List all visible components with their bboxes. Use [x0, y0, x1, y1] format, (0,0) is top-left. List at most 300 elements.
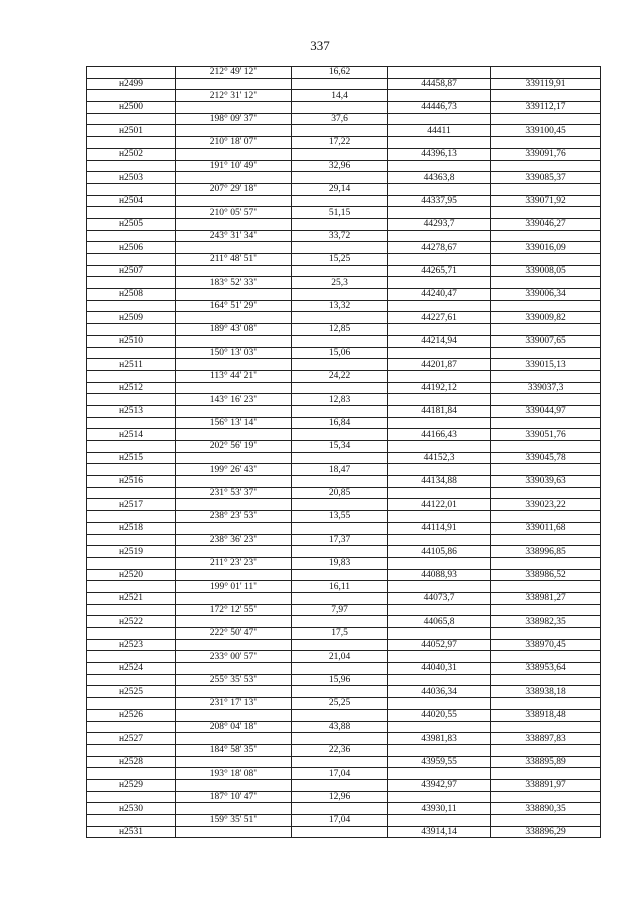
point-row — [87, 709, 601, 721]
coordinates-table-body — [87, 67, 601, 838]
point-row — [87, 312, 601, 324]
y-cell — [491, 768, 601, 780]
x-cell: 44065,8 — [388, 616, 491, 628]
y-cell — [491, 300, 601, 312]
angle-row — [87, 394, 601, 406]
x-cell — [388, 511, 491, 523]
angle-cell — [176, 359, 292, 371]
angle-row — [87, 698, 601, 710]
point-row — [87, 522, 601, 534]
angle-row — [87, 464, 601, 476]
point-cell — [87, 721, 176, 733]
x-cell — [388, 487, 491, 499]
length-cell: 15,96 — [292, 674, 388, 686]
angle-cell: 156° 13' 14" — [176, 417, 292, 429]
x-cell — [388, 768, 491, 780]
point-cell — [87, 651, 176, 663]
point-cell: н2513 — [87, 405, 176, 417]
x-cell: 43942,97 — [388, 779, 491, 791]
y-cell — [491, 557, 601, 569]
point-row — [87, 382, 601, 394]
y-cell — [491, 67, 601, 79]
point-row — [87, 265, 601, 277]
length-cell — [292, 803, 388, 815]
length-cell — [292, 125, 388, 137]
point-cell: н2516 — [87, 476, 176, 488]
point-cell — [87, 300, 176, 312]
y-cell: 338890,35 — [491, 803, 601, 815]
angle-cell: 198° 09' 37" — [176, 113, 292, 125]
x-cell: 44052,97 — [388, 639, 491, 651]
x-cell — [388, 628, 491, 640]
angle-cell — [176, 405, 292, 417]
length-cell — [292, 779, 388, 791]
y-cell — [491, 487, 601, 499]
length-cell: 25,3 — [292, 277, 388, 289]
y-cell: 339011,68 — [491, 522, 601, 534]
point-cell: н2528 — [87, 756, 176, 768]
length-cell — [292, 429, 388, 441]
y-cell — [491, 581, 601, 593]
x-cell: 43930,11 — [388, 803, 491, 815]
point-row — [87, 569, 601, 581]
length-cell — [292, 709, 388, 721]
angle-row — [87, 370, 601, 382]
length-cell — [292, 499, 388, 511]
coordinates-table — [86, 66, 601, 838]
point-row — [87, 803, 601, 815]
x-cell: 44265,71 — [388, 265, 491, 277]
angle-row — [87, 744, 601, 756]
y-cell — [491, 674, 601, 686]
x-cell: 44201,87 — [388, 359, 491, 371]
length-cell: 18,47 — [292, 464, 388, 476]
length-cell: 17,5 — [292, 628, 388, 640]
x-cell — [388, 441, 491, 453]
y-cell: 339051,76 — [491, 429, 601, 441]
angle-row — [87, 674, 601, 686]
angle-cell — [176, 148, 292, 160]
length-cell — [292, 639, 388, 651]
point-cell: н2529 — [87, 779, 176, 791]
length-cell — [292, 265, 388, 277]
point-cell — [87, 557, 176, 569]
angle-cell — [176, 382, 292, 394]
x-cell — [388, 370, 491, 382]
x-cell — [388, 137, 491, 149]
y-cell — [491, 534, 601, 546]
y-cell: 338918,48 — [491, 709, 601, 721]
x-cell — [388, 394, 491, 406]
point-cell — [87, 207, 176, 219]
x-cell: 44020,55 — [388, 709, 491, 721]
point-row — [87, 289, 601, 301]
y-cell: 338938,18 — [491, 686, 601, 698]
angle-cell — [176, 172, 292, 184]
length-cell — [292, 78, 388, 90]
x-cell: 44396,13 — [388, 148, 491, 160]
length-cell — [292, 335, 388, 347]
x-cell — [388, 160, 491, 172]
y-cell: 338953,64 — [491, 663, 601, 675]
y-cell — [491, 254, 601, 266]
angle-row — [87, 90, 601, 102]
point-cell — [87, 324, 176, 336]
angle-cell: 231° 17' 13" — [176, 698, 292, 710]
angle-row — [87, 160, 601, 172]
y-cell: 338895,89 — [491, 756, 601, 768]
y-cell — [491, 628, 601, 640]
angle-row — [87, 581, 601, 593]
angle-row — [87, 628, 601, 640]
angle-cell — [176, 709, 292, 721]
angle-cell: 183° 52' 33" — [176, 277, 292, 289]
y-cell: 339016,09 — [491, 242, 601, 254]
point-row — [87, 826, 601, 838]
point-cell: н2501 — [87, 125, 176, 137]
point-cell: н2518 — [87, 522, 176, 534]
y-cell: 339015,13 — [491, 359, 601, 371]
point-cell — [87, 417, 176, 429]
angle-row — [87, 113, 601, 125]
angle-cell — [176, 592, 292, 604]
point-cell: н2519 — [87, 546, 176, 558]
y-cell: 339046,27 — [491, 218, 601, 230]
angle-row — [87, 441, 601, 453]
length-cell — [292, 289, 388, 301]
page-number: 337 — [310, 38, 330, 53]
angle-row — [87, 651, 601, 663]
point-row — [87, 663, 601, 675]
x-cell — [388, 698, 491, 710]
y-cell: 339091,76 — [491, 148, 601, 160]
y-cell: 339009,82 — [491, 312, 601, 324]
point-cell: н2504 — [87, 195, 176, 207]
point-cell — [87, 487, 176, 499]
x-cell — [388, 113, 491, 125]
point-row — [87, 195, 601, 207]
length-cell: 13,55 — [292, 511, 388, 523]
point-cell — [87, 67, 176, 79]
point-cell — [87, 815, 176, 827]
x-cell — [388, 347, 491, 359]
y-cell: 338897,83 — [491, 733, 601, 745]
point-cell: н2509 — [87, 312, 176, 324]
point-row — [87, 756, 601, 768]
y-cell — [491, 137, 601, 149]
length-cell: 16,62 — [292, 67, 388, 79]
angle-cell: 189° 43' 08" — [176, 324, 292, 336]
y-cell — [491, 441, 601, 453]
point-row — [87, 452, 601, 464]
x-cell: 44363,8 — [388, 172, 491, 184]
y-cell — [491, 698, 601, 710]
length-cell — [292, 312, 388, 324]
angle-cell — [176, 429, 292, 441]
point-row — [87, 686, 601, 698]
x-cell — [388, 791, 491, 803]
angle-cell — [176, 569, 292, 581]
x-cell — [388, 534, 491, 546]
point-row — [87, 172, 601, 184]
angle-cell: 208° 04' 18" — [176, 721, 292, 733]
point-cell — [87, 674, 176, 686]
angle-cell: 199° 26' 43" — [176, 464, 292, 476]
angle-row — [87, 347, 601, 359]
point-row — [87, 429, 601, 441]
length-cell — [292, 382, 388, 394]
point-cell: н2524 — [87, 663, 176, 675]
point-cell: н2530 — [87, 803, 176, 815]
angle-row — [87, 324, 601, 336]
angle-cell — [176, 195, 292, 207]
angle-row — [87, 511, 601, 523]
x-cell: 44337,95 — [388, 195, 491, 207]
y-cell: 339023,22 — [491, 499, 601, 511]
point-cell: н2512 — [87, 382, 176, 394]
angle-cell: 191° 10' 49" — [176, 160, 292, 172]
point-row — [87, 779, 601, 791]
point-cell: н2520 — [87, 569, 176, 581]
angle-row — [87, 604, 601, 616]
x-cell — [388, 815, 491, 827]
point-row — [87, 218, 601, 230]
angle-cell — [176, 522, 292, 534]
x-cell — [388, 417, 491, 429]
point-cell — [87, 137, 176, 149]
angle-cell: 172° 12' 55" — [176, 604, 292, 616]
angle-cell — [176, 803, 292, 815]
length-cell — [292, 102, 388, 114]
length-cell — [292, 452, 388, 464]
angle-cell: 211° 48' 51" — [176, 254, 292, 266]
angle-cell: 184° 58' 35" — [176, 744, 292, 756]
point-cell: н2515 — [87, 452, 176, 464]
point-cell: н2506 — [87, 242, 176, 254]
point-row — [87, 148, 601, 160]
y-cell: 339100,45 — [491, 125, 601, 137]
x-cell: 44114,91 — [388, 522, 491, 534]
length-cell: 16,84 — [292, 417, 388, 429]
length-cell — [292, 405, 388, 417]
angle-row — [87, 557, 601, 569]
x-cell — [388, 464, 491, 476]
y-cell — [491, 744, 601, 756]
point-cell: н2503 — [87, 172, 176, 184]
y-cell: 339071,92 — [491, 195, 601, 207]
x-cell — [388, 207, 491, 219]
x-cell: 44240,47 — [388, 289, 491, 301]
angle-cell: 238° 23' 53" — [176, 511, 292, 523]
length-cell — [292, 733, 388, 745]
length-cell: 15,25 — [292, 254, 388, 266]
x-cell — [388, 674, 491, 686]
point-cell — [87, 90, 176, 102]
point-cell: н2508 — [87, 289, 176, 301]
point-cell — [87, 183, 176, 195]
point-cell — [87, 534, 176, 546]
angle-row — [87, 791, 601, 803]
angle-cell — [176, 546, 292, 558]
point-row — [87, 476, 601, 488]
angle-row — [87, 768, 601, 780]
x-cell: 43959,55 — [388, 756, 491, 768]
angle-row — [87, 67, 601, 79]
angle-row — [87, 300, 601, 312]
length-cell: 14,4 — [292, 90, 388, 102]
x-cell: 44152,3 — [388, 452, 491, 464]
y-cell: 338982,35 — [491, 616, 601, 628]
point-row — [87, 102, 601, 114]
x-cell: 44040,31 — [388, 663, 491, 675]
angle-cell: 207° 29' 18" — [176, 183, 292, 195]
angle-cell — [176, 335, 292, 347]
length-cell: 17,04 — [292, 768, 388, 780]
point-cell: н2499 — [87, 78, 176, 90]
point-cell — [87, 160, 176, 172]
angle-cell: 233° 00' 57" — [176, 651, 292, 663]
point-row — [87, 242, 601, 254]
length-cell — [292, 195, 388, 207]
y-cell — [491, 651, 601, 663]
point-cell: н2511 — [87, 359, 176, 371]
point-cell: н2514 — [87, 429, 176, 441]
angle-cell — [176, 312, 292, 324]
y-cell — [491, 113, 601, 125]
point-cell — [87, 698, 176, 710]
angle-cell: 159° 35' 51" — [176, 815, 292, 827]
point-cell: н2531 — [87, 826, 176, 838]
angle-cell — [176, 733, 292, 745]
y-cell — [491, 277, 601, 289]
angle-cell: 212° 49' 12" — [176, 67, 292, 79]
point-row — [87, 592, 601, 604]
point-cell: н2525 — [87, 686, 176, 698]
y-cell: 339006,34 — [491, 289, 601, 301]
point-row — [87, 546, 601, 558]
length-cell: 51,15 — [292, 207, 388, 219]
length-cell: 33,72 — [292, 230, 388, 242]
y-cell — [491, 347, 601, 359]
y-cell — [491, 370, 601, 382]
angle-cell — [176, 826, 292, 838]
angle-cell: 187° 10' 47" — [176, 791, 292, 803]
length-cell: 17,04 — [292, 815, 388, 827]
x-cell — [388, 604, 491, 616]
angle-row — [87, 183, 601, 195]
angle-cell — [176, 476, 292, 488]
angle-cell: 164° 51' 29" — [176, 300, 292, 312]
angle-cell — [176, 452, 292, 464]
length-cell: 12,96 — [292, 791, 388, 803]
length-cell — [292, 663, 388, 675]
length-cell: 32,96 — [292, 160, 388, 172]
y-cell — [491, 230, 601, 242]
x-cell — [388, 651, 491, 663]
angle-row — [87, 277, 601, 289]
x-cell — [388, 90, 491, 102]
point-row — [87, 405, 601, 417]
y-cell — [491, 417, 601, 429]
angle-cell: 202° 56' 19" — [176, 441, 292, 453]
point-row — [87, 639, 601, 651]
point-row — [87, 78, 601, 90]
length-cell — [292, 546, 388, 558]
y-cell: 339008,05 — [491, 265, 601, 277]
length-cell: 22,36 — [292, 744, 388, 756]
point-cell — [87, 768, 176, 780]
angle-cell — [176, 265, 292, 277]
angle-row — [87, 815, 601, 827]
point-cell: н2502 — [87, 148, 176, 160]
length-cell: 17,22 — [292, 137, 388, 149]
length-cell: 15,34 — [292, 441, 388, 453]
y-cell: 339007,65 — [491, 335, 601, 347]
y-cell: 339112,17 — [491, 102, 601, 114]
angle-cell — [176, 102, 292, 114]
point-cell — [87, 581, 176, 593]
y-cell: 339044,97 — [491, 405, 601, 417]
angle-cell — [176, 663, 292, 675]
point-cell: н2500 — [87, 102, 176, 114]
y-cell — [491, 815, 601, 827]
x-cell — [388, 557, 491, 569]
point-cell: н2505 — [87, 218, 176, 230]
angle-cell — [176, 499, 292, 511]
y-cell — [491, 324, 601, 336]
x-cell — [388, 183, 491, 195]
x-cell — [388, 277, 491, 289]
point-cell — [87, 113, 176, 125]
angle-cell: 238° 36' 23" — [176, 534, 292, 546]
point-row — [87, 335, 601, 347]
length-cell — [292, 522, 388, 534]
x-cell: 44088,93 — [388, 569, 491, 581]
angle-cell: 150° 13' 03" — [176, 347, 292, 359]
angle-cell: 231° 53' 37" — [176, 487, 292, 499]
length-cell: 13,32 — [292, 300, 388, 312]
length-cell: 17,37 — [292, 534, 388, 546]
length-cell — [292, 826, 388, 838]
length-cell — [292, 242, 388, 254]
length-cell: 15,06 — [292, 347, 388, 359]
angle-cell: 212° 31' 12" — [176, 90, 292, 102]
x-cell — [388, 744, 491, 756]
x-cell — [388, 721, 491, 733]
y-cell — [491, 604, 601, 616]
angle-cell — [176, 686, 292, 698]
angle-row — [87, 534, 601, 546]
x-cell: 44181,84 — [388, 405, 491, 417]
angle-cell: 243° 31' 34" — [176, 230, 292, 242]
length-cell — [292, 756, 388, 768]
point-cell: н2526 — [87, 709, 176, 721]
x-cell: 43914,14 — [388, 826, 491, 838]
y-cell: 339039,63 — [491, 476, 601, 488]
angle-cell — [176, 78, 292, 90]
point-cell — [87, 791, 176, 803]
length-cell: 29,14 — [292, 183, 388, 195]
y-cell: 338996,85 — [491, 546, 601, 558]
angle-cell — [176, 218, 292, 230]
angle-cell — [176, 616, 292, 628]
angle-cell: 255° 35' 53" — [176, 674, 292, 686]
point-cell — [87, 370, 176, 382]
x-cell: 44105,86 — [388, 546, 491, 558]
length-cell: 16,11 — [292, 581, 388, 593]
angle-cell: 222° 50' 47" — [176, 628, 292, 640]
y-cell — [491, 90, 601, 102]
